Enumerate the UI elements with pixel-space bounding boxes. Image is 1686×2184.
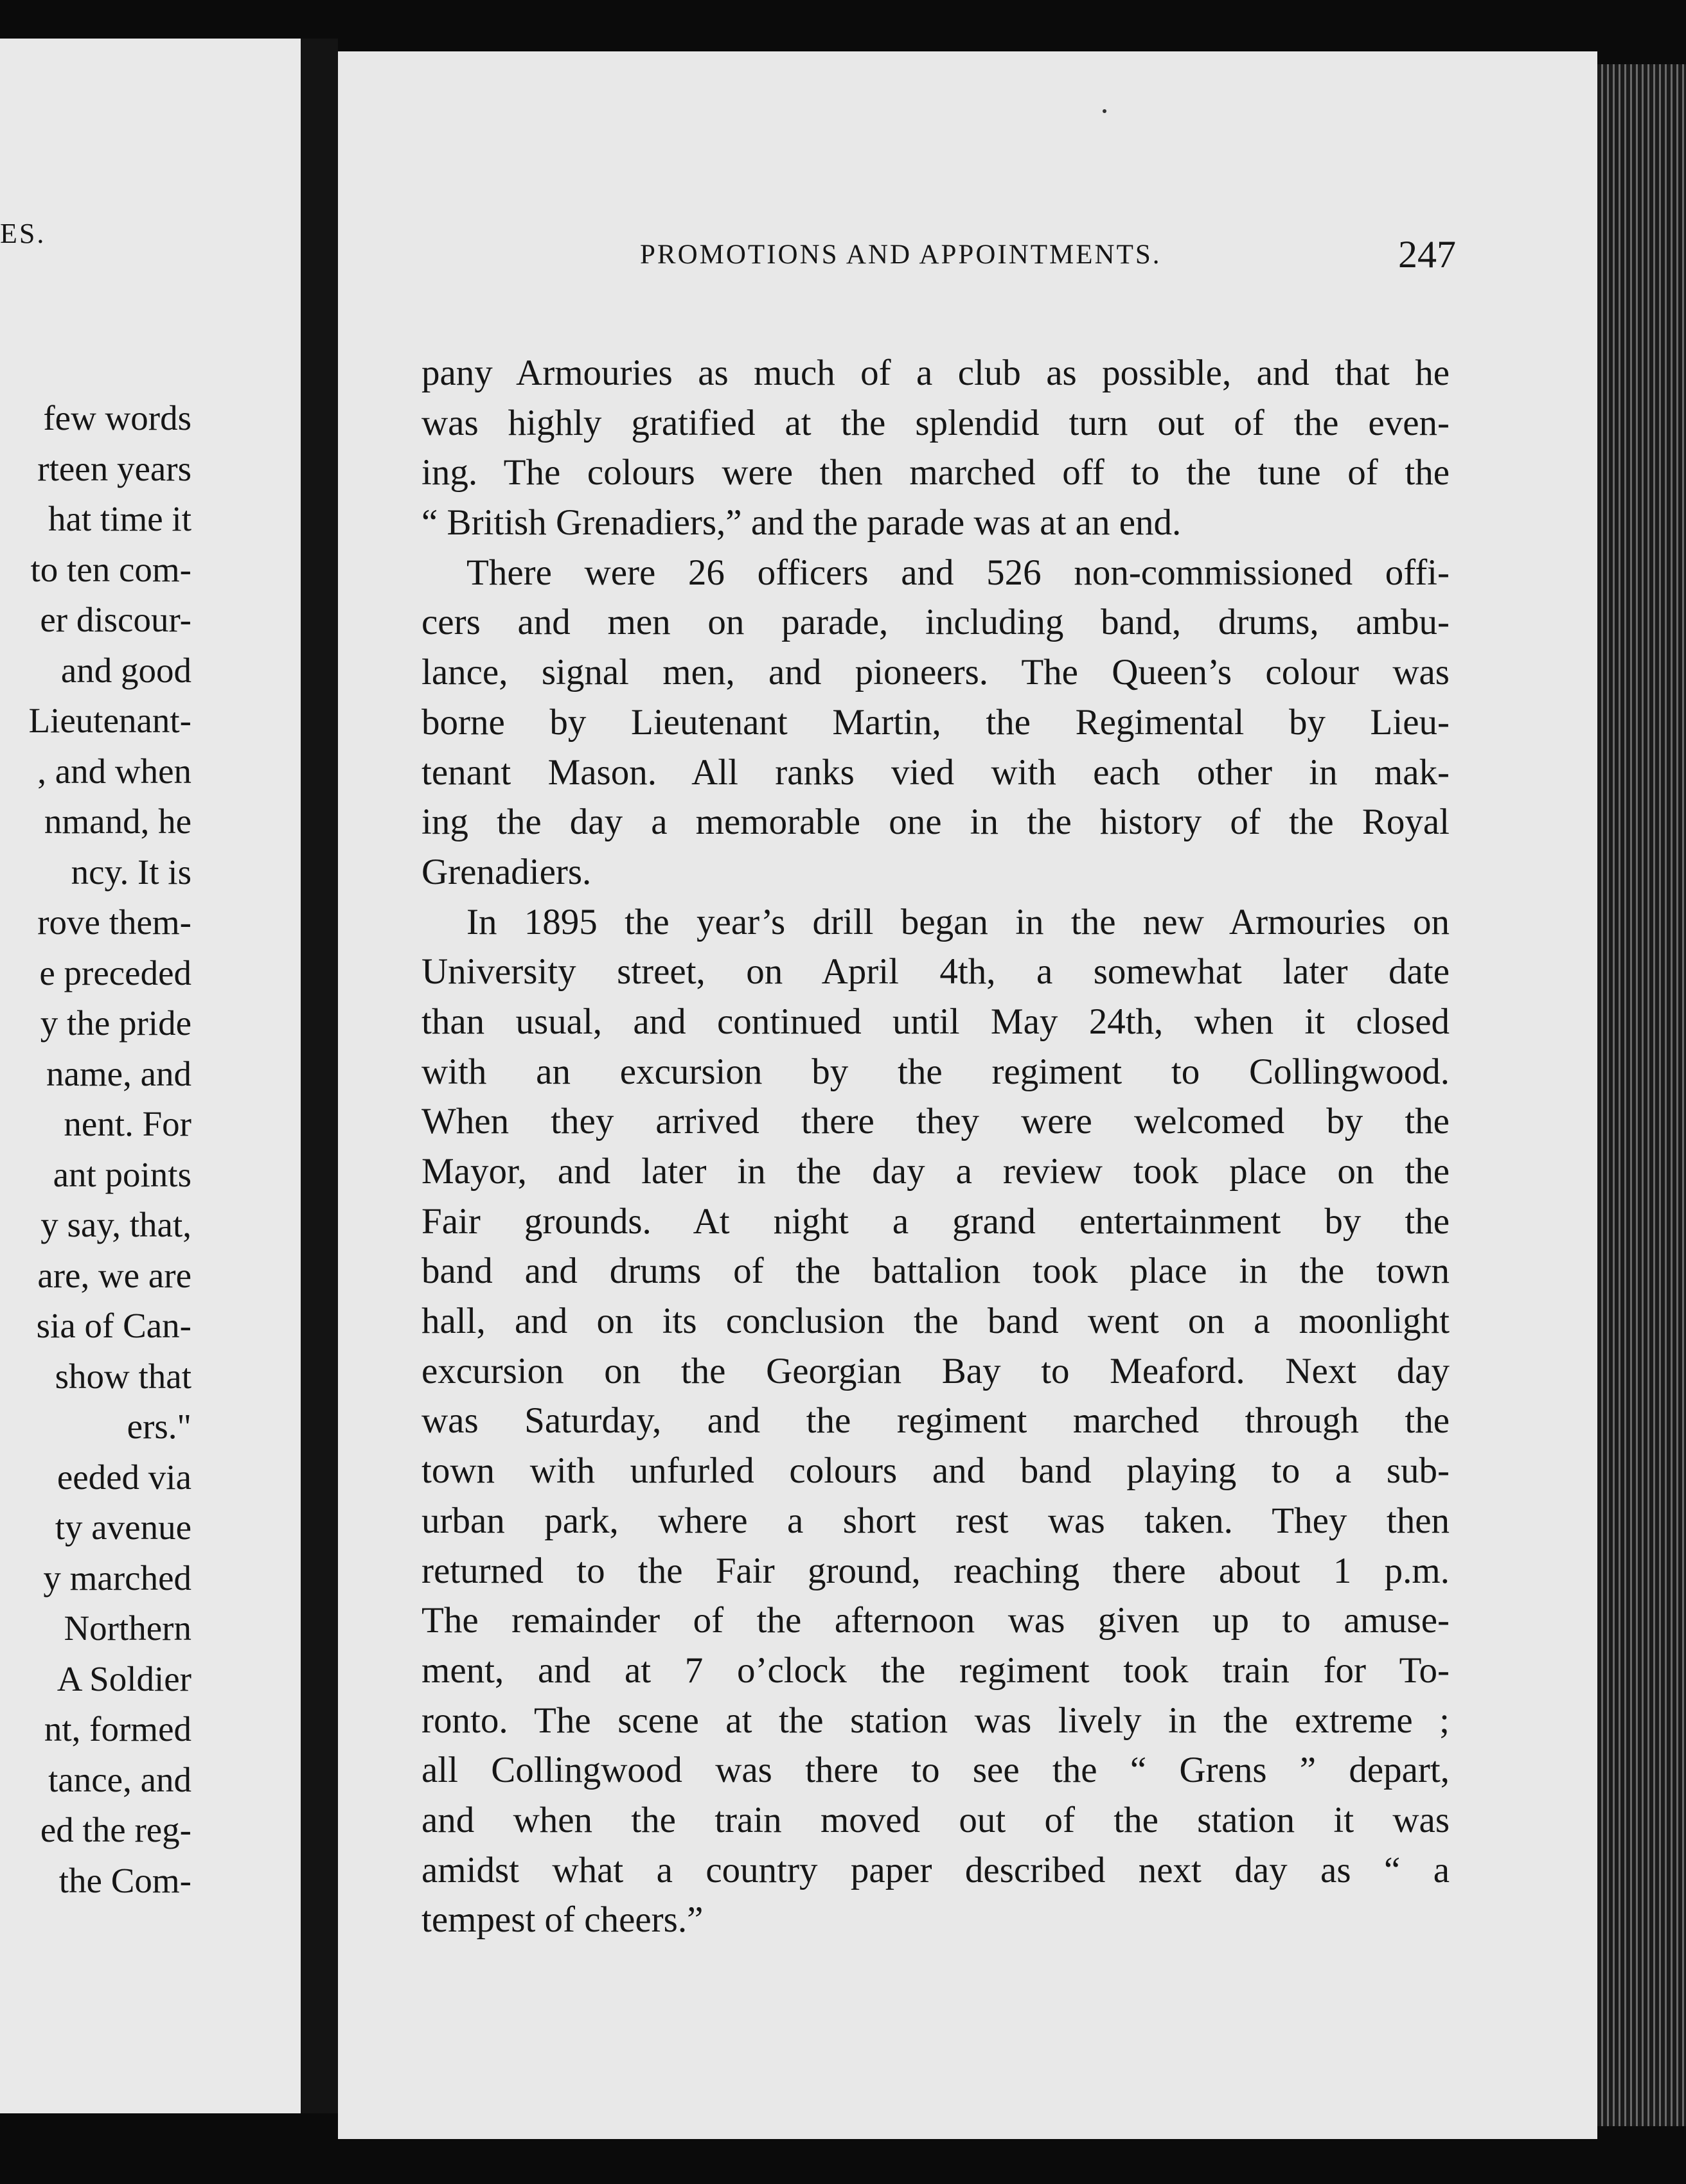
left-text-line: few words (43, 398, 191, 437)
left-text-line: Lieutenant- (28, 701, 191, 740)
text-line: pany Armouries as much of a club as possible, and that he (422, 353, 1450, 393)
text-line: hall, and on its conclusion the band went on a moonlight (422, 1301, 1450, 1342)
text-line: Fair grounds. At night a grand entertainment by the (422, 1201, 1450, 1242)
left-text-line: hat time it (48, 499, 191, 538)
left-text-line: y marched (43, 1558, 191, 1598)
page-edges (1597, 64, 1686, 2126)
left-text-line: nt, formed (44, 1709, 191, 1748)
left-text-line: Northern (64, 1608, 191, 1648)
left-text-line: ty avenue (55, 1508, 191, 1547)
text-line: with an excursion by the regiment to Collingwood. (422, 1051, 1450, 1092)
text-line: When they arrived there they were welcomed by the (422, 1101, 1450, 1142)
text-line: returned to the Fair ground, reaching there about 1 p.m. (422, 1550, 1450, 1591)
left-page-text (0, 393, 191, 1906)
left-running-head: ES. (0, 218, 46, 249)
left-text-line: y the pride (40, 1003, 191, 1043)
left-text-line: ed the reg- (40, 1810, 191, 1849)
text-line: cers and men on parade, including band, drums, ambu- (422, 602, 1450, 643)
text-line: ing. The colours were then marched off to the tune of the (422, 452, 1450, 493)
right-page (338, 51, 1597, 2139)
paragraph-first-line: In 1895 the year’s drill began in the new Armouries on (466, 901, 1450, 942)
text-line: “ British Grenadiers,” and the parade was at an end. (422, 502, 1182, 543)
text-line: town with unfurled colours and band playing to a sub- (422, 1450, 1450, 1492)
left-text-line: are, we are (37, 1255, 191, 1295)
text-line: The remainder of the afternoon was given up to amuse- (422, 1600, 1450, 1641)
left-text-line: nent. For (64, 1104, 191, 1143)
left-text-line: rteen years (37, 448, 191, 488)
left-text-line: rove them- (37, 903, 191, 942)
left-text-line: e preceded (39, 953, 191, 992)
text-line: tenant Mason. All ranks vied with each other in mak- (422, 752, 1450, 793)
text-line: ing the day a memorable one in the history of the Royal (422, 802, 1450, 843)
text-line: ment, and at 7 o’clock the regiment took train for To- (422, 1650, 1450, 1691)
text-line: ronto. The scene at the station was lively in the extreme ; (422, 1700, 1450, 1741)
left-text-line: name, and (46, 1053, 191, 1093)
text-line: amidst what a country paper described next day as “ a (422, 1849, 1450, 1890)
page-body-text (422, 348, 1450, 1945)
left-text-line: nmand, he (44, 802, 191, 841)
text-line: tempest of cheers.” (422, 1899, 704, 1941)
text-line: and when the train moved out of the station it was (422, 1799, 1450, 1840)
book-gutter (301, 39, 338, 2113)
text-line: borne by Lieutenant Martin, the Regimental by Lieu- (422, 701, 1450, 743)
text-line: band and drums of the battalion took place in the town (422, 1251, 1450, 1292)
left-text-line: ncy. It is (71, 852, 191, 892)
left-text-line: er discour- (40, 600, 191, 639)
left-text-line: show that (55, 1356, 191, 1396)
left-text-line: ant points (53, 1154, 191, 1194)
left-text-line: A Soldier (57, 1659, 191, 1698)
left-text-line: the Com- (58, 1860, 191, 1900)
text-line: was Saturday, and the regiment marched through the (422, 1400, 1450, 1441)
left-text-line: tance, and (48, 1759, 191, 1799)
text-line: than usual, and continued until May 24th, when it closed (422, 1001, 1450, 1042)
left-text-line: y say, that, (40, 1205, 191, 1244)
text-line: lance, signal men, and pioneers. The Queen’s colour was (422, 652, 1450, 693)
text-line: excursion on the Georgian Bay to Meaford. Next day (422, 1350, 1450, 1391)
running-head: PROMOTIONS AND APPOINTMENTS. (640, 240, 1162, 270)
paragraph-first-line: There were 26 officers and 526 non-commissioned offi- (466, 552, 1450, 593)
left-text-line: sia of Can- (36, 1306, 191, 1345)
left-page-fragment (0, 39, 301, 2113)
scan-speck (1103, 109, 1106, 113)
text-line: urban park, where a short rest was taken. They then (422, 1500, 1450, 1541)
left-text-line: eeded via (57, 1457, 191, 1497)
text-line: Grenadiers. (422, 851, 592, 892)
left-text-line: , and when (37, 751, 191, 791)
text-line: all Collingwood was there to see the “ Grens ” depart, (422, 1750, 1450, 1791)
text-line: was highly gratified at the splendid turn out of the even- (422, 402, 1450, 443)
text-line: University street, on April 4th, a somewhat later date (422, 951, 1450, 992)
page-number: 247 (1398, 233, 1456, 276)
left-text-line: to ten com- (30, 549, 191, 589)
left-text-line: ers." (127, 1407, 191, 1446)
left-text-line: and good (60, 650, 191, 690)
text-line: Mayor, and later in the day a review took place on the (422, 1151, 1450, 1192)
